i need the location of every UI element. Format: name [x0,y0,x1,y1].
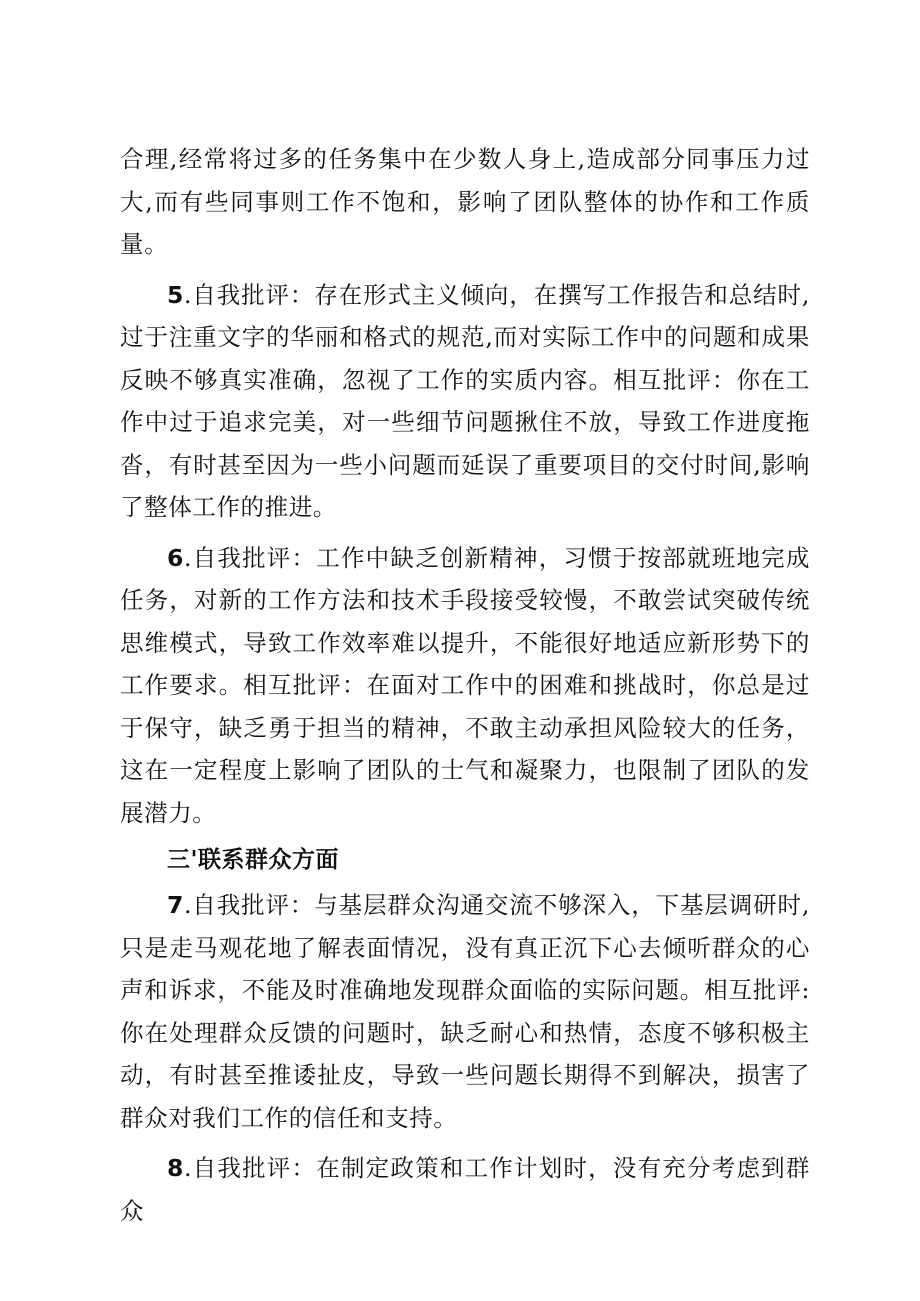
item-number: 6 [167,543,184,572]
item-number: 5 [167,280,184,309]
paragraph-text: .自我批评：工作中缺乏创新精神，习惯于按部就班地完成任务，对新的工作方法和技术手段接受较慢，不敢尝试突破传统思维模式，导致工作效率难以提升，不能很好地适应新形势下的工作要求。相互批评：在面对工作中的困难和挑战时，你总是过于保守，缺乏勇于担当的精神，不敢主动承担风险较大的任务，这在一定程度上影响了团队的士气和凝聚力，也限制了团队的发展潜力。 [120,543,810,827]
paragraph-text: 合理,经常将过多的任务集中在少数人身上,造成部分同事压力过大,而有些同事则工作不饱和，影响了团队整体的协作和工作质量。 [120,145,810,258]
paragraph-text: .自我批评：存在形式主义倾向，在撰写工作报告和总结时,过于注重文字的华丽和格式的规范,而对实际工作中的问题和成果反映不够真实准确，忽视了工作的实质内容。相互批评：你在工作中过于追求完美，对一些细节问题揪住不放，导致工作进度拖沓，有时甚至因为一些小问题而延误了重要项目的交付时间,影响了整体工作的推进。 [120,280,810,521]
item-number: 7 [167,891,184,919]
paragraph-text: .自我批评：与基层群众沟通交流不够深入，下基层调研时,只是走马观花地了解表面情况，没有真正沉下心去倾听群众的心声和诉求，不能及时准确地发现群众面临的实际问题。相互批评:你在处理群众反馈的问题时，缺乏耐心和热情，态度不够积极主动，有时甚至推诿扯皮，导致一些问题长期得不到解决，损害了群众对我们工作的信任和支持。 [120,891,810,1132]
paragraph-item-8 [120,1147,810,1232]
paragraph-item-7 [120,884,810,1139]
paragraph-item-6 [120,537,810,835]
paragraph-item-5 [120,274,810,529]
document-page [120,138,810,1232]
paragraph-continuation [120,138,810,266]
paragraph-text: .自我批评：在制定政策和工作计划时，没有充分考虑到群众 [120,1154,810,1225]
item-number: 8 [167,1154,184,1182]
section-heading: 三'联系群众方面 [167,847,340,873]
